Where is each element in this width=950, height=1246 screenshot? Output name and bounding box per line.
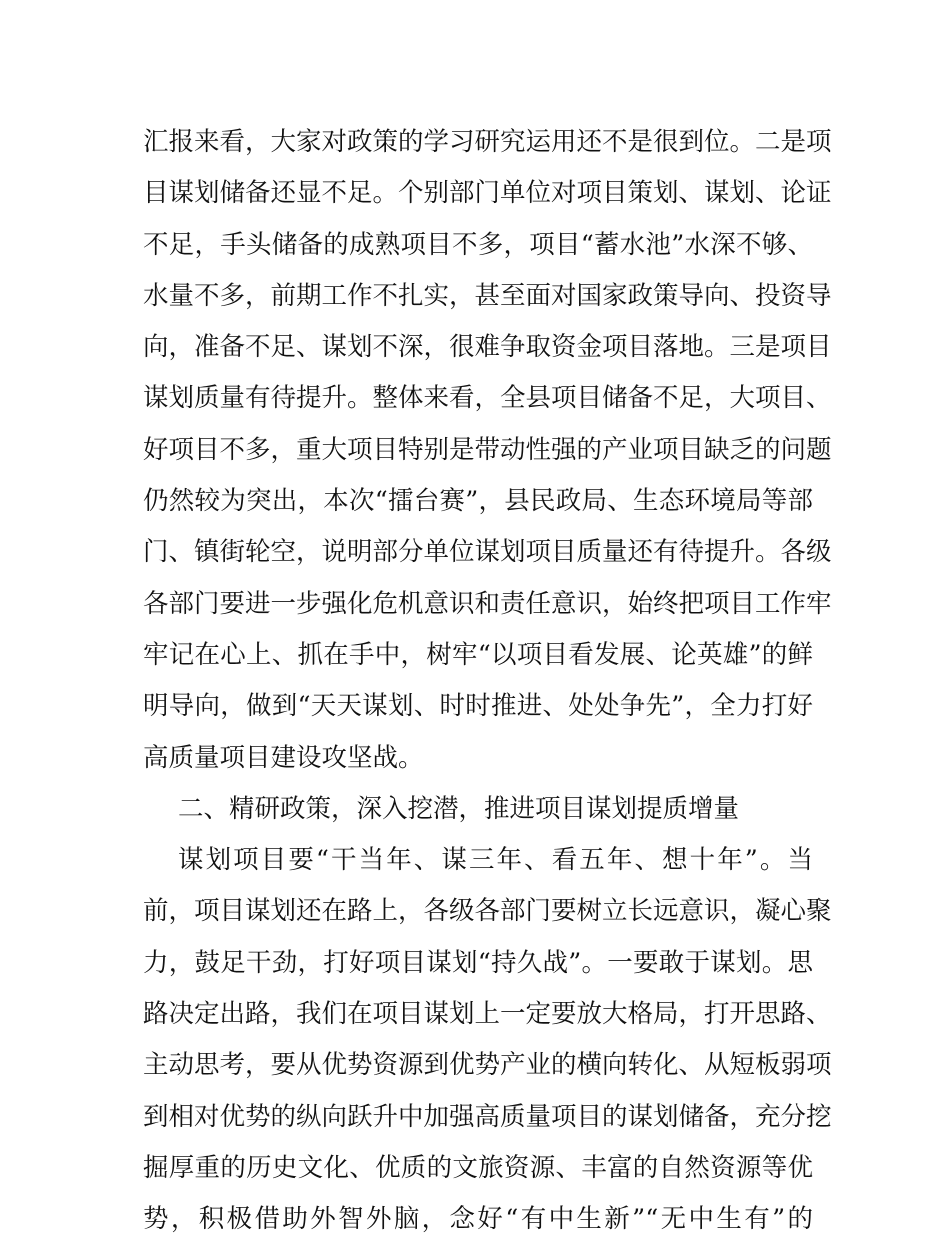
body-text [143, 117, 832, 1246]
text-line: 不足，手头储备的成熟项目不多，项目“蓄水池”水深不够、 [143, 229, 813, 260]
text-line: 向，准备不足、谋划不深，很难争取资金项目落地。三是项目 [143, 332, 832, 363]
text-line: 各部门要进一步强化危机意识和责任意识，始终把项目工作牢 [143, 588, 832, 619]
text-line: 汇报来看，大家对政策的学习研究运用还不是很到位。二是项 [143, 127, 832, 157]
text-line: 明导向，做到“天天谋划、时时推进、处处争先”，全力打好 [143, 691, 813, 722]
text-line: 谋划质量有待提升。整体来看，全县项目储备不足，大项目、 [143, 383, 832, 414]
text-line: 主动思考，要从优势资源到优势产业的横向转化、从短板弱项 [143, 1050, 832, 1081]
text-line: 牢记在心上、抓在手中，树牢“以项目看发展、论英雄”的鲜 [143, 639, 813, 670]
text-line: 到相对优势的纵向跃升中加强高质量项目的谋划储备，充分挖 [143, 1101, 832, 1132]
text-line: 路决定出路，我们在项目谋划上一定要放大格局，打开思路、 [143, 999, 832, 1030]
text-line: 力，鼓足干劲，打好项目谋划“持久战”。一要敢于谋划。思 [143, 947, 813, 978]
text-line: 门、镇街轮空，说明部分单位谋划项目质量还有待提升。各级 [143, 537, 832, 568]
text-line: 高质量项目建设攻坚战。 [143, 742, 424, 773]
section-heading: 二、精研政策，深入挖潜，推进项目谋划提质增量 [178, 793, 740, 824]
text-line: 水量不多，前期工作不扎实，甚至面对国家政策导向、投资导 [143, 280, 832, 311]
text-line: 前，项目谋划还在路上，各级各部门要树立长远意识，凝心聚 [143, 896, 832, 927]
text-line: 目谋划储备还显不足。个别部门单位对项目策划、谋划、论证 [143, 178, 832, 209]
text-line: 掘厚重的历史文化、优质的文旅资源、丰富的自然资源等优 [143, 1152, 813, 1183]
text-line: 好项目不多，重大项目特别是带动性强的产业项目缺乏的问题 [143, 434, 832, 465]
text-line: 势，积极借助外智外脑，念好“有中生新”“无中生有”的 [143, 1204, 813, 1235]
text-line: 仍然较为突出，本次“擂台赛”，县民政局、生态环境局等部 [143, 486, 813, 517]
text-line: 谋划项目要“干当年、谋三年、看五年、想十年”。当 [178, 845, 813, 876]
